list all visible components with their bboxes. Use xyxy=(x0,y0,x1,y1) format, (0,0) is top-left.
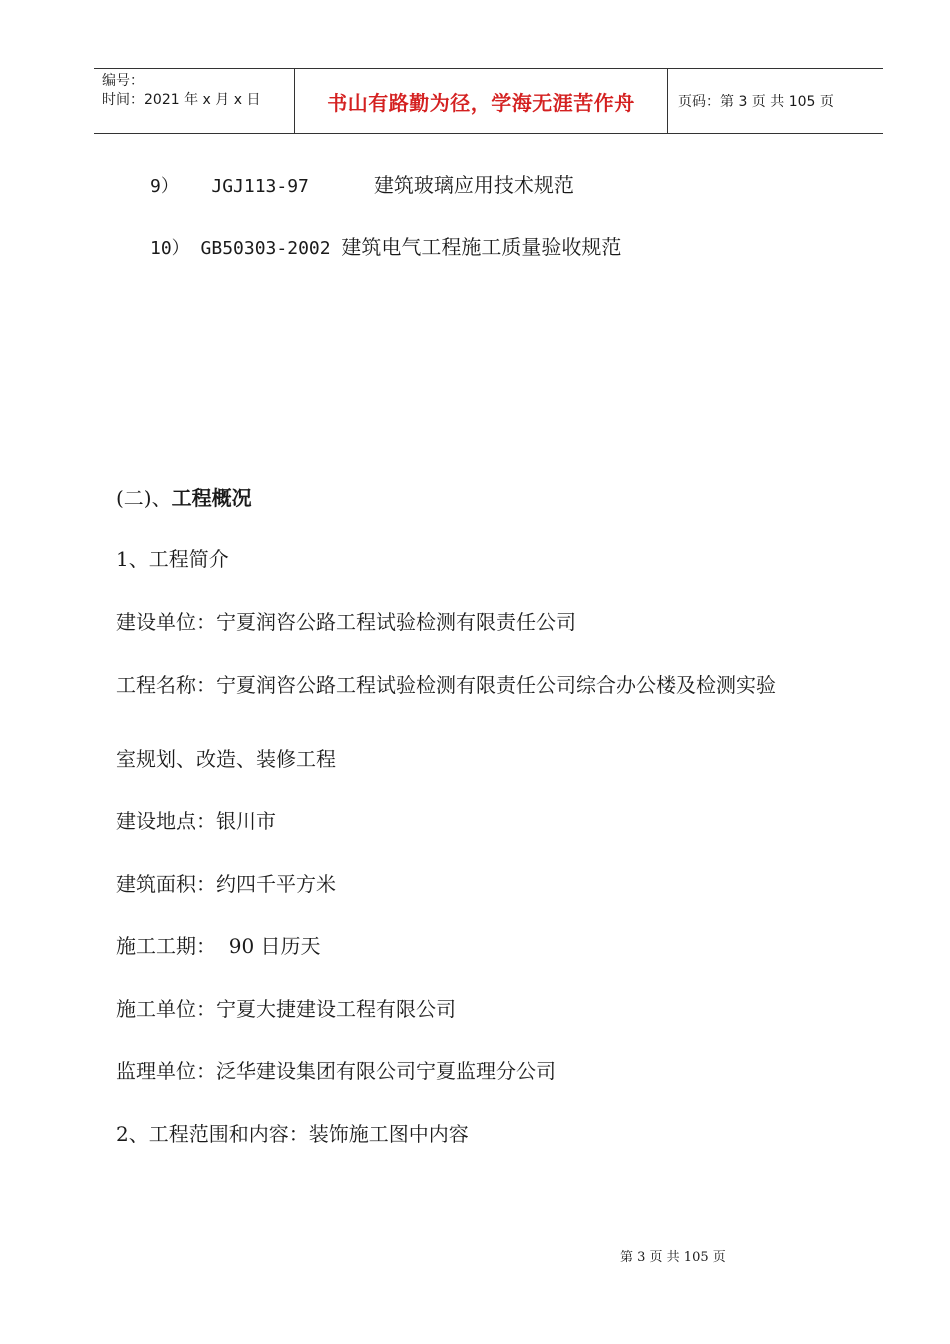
scope-line: 2、工程范围和内容：装饰施工图中内容 xyxy=(116,1122,469,1146)
header-motto: 书山有路勤为径，学海无涯苦作舟 xyxy=(327,90,635,115)
section-heading xyxy=(116,485,252,511)
duration-value: 90 日历天 xyxy=(228,934,321,958)
time-label: 时间：2021 年 x 月 x 日 xyxy=(102,92,261,108)
project-name-line-2: 室规划、改造、装修工程 xyxy=(116,747,336,771)
duration-label: 施工工期： xyxy=(116,934,216,958)
location-line: 建设地点：银川市 xyxy=(116,809,276,833)
duration-line xyxy=(116,933,321,959)
header-motto-cell xyxy=(295,69,668,133)
project-name-line-1: 工程名称：宁夏润咨公路工程试验检测有限责任公司综合办公楼及检测实验 xyxy=(116,673,776,697)
standard-number: 9） xyxy=(150,176,179,197)
area-line: 建筑面积：约四千平方米 xyxy=(116,872,336,896)
standard-code: JGJ113-97 xyxy=(211,176,309,197)
builder-line: 建设单位：宁夏润咨公路工程试验检测有限责任公司 xyxy=(116,610,576,634)
header-page-number: 页码：第 3 页 共 105 页 xyxy=(678,94,834,110)
serial-number-label: 编号： xyxy=(102,73,144,89)
section-prefix: (二)、 xyxy=(116,486,172,510)
supervisor-line: 监理单位：泛华建设集团有限公司宁夏监理分公司 xyxy=(116,1059,556,1083)
standard-item-10 xyxy=(150,234,621,262)
standard-code: GB50303-2002 xyxy=(200,238,331,259)
contractor-line: 施工单位：宁夏大捷建设工程有限公司 xyxy=(116,997,456,1021)
intro-heading: 1、工程简介 xyxy=(116,547,229,571)
standard-item-9 xyxy=(150,172,574,200)
header-meta-cell xyxy=(94,69,295,133)
page-footer: 第 3 页 共 105 页 xyxy=(620,1250,726,1265)
standard-name: 建筑玻璃应用技术规范 xyxy=(373,173,574,197)
header-page-cell xyxy=(668,69,883,133)
standard-name: 建筑电气工程施工质量验收规范 xyxy=(341,235,622,259)
standard-number: 10） xyxy=(150,238,190,259)
page-header xyxy=(94,68,883,134)
section-title: 工程概况 xyxy=(171,486,252,510)
